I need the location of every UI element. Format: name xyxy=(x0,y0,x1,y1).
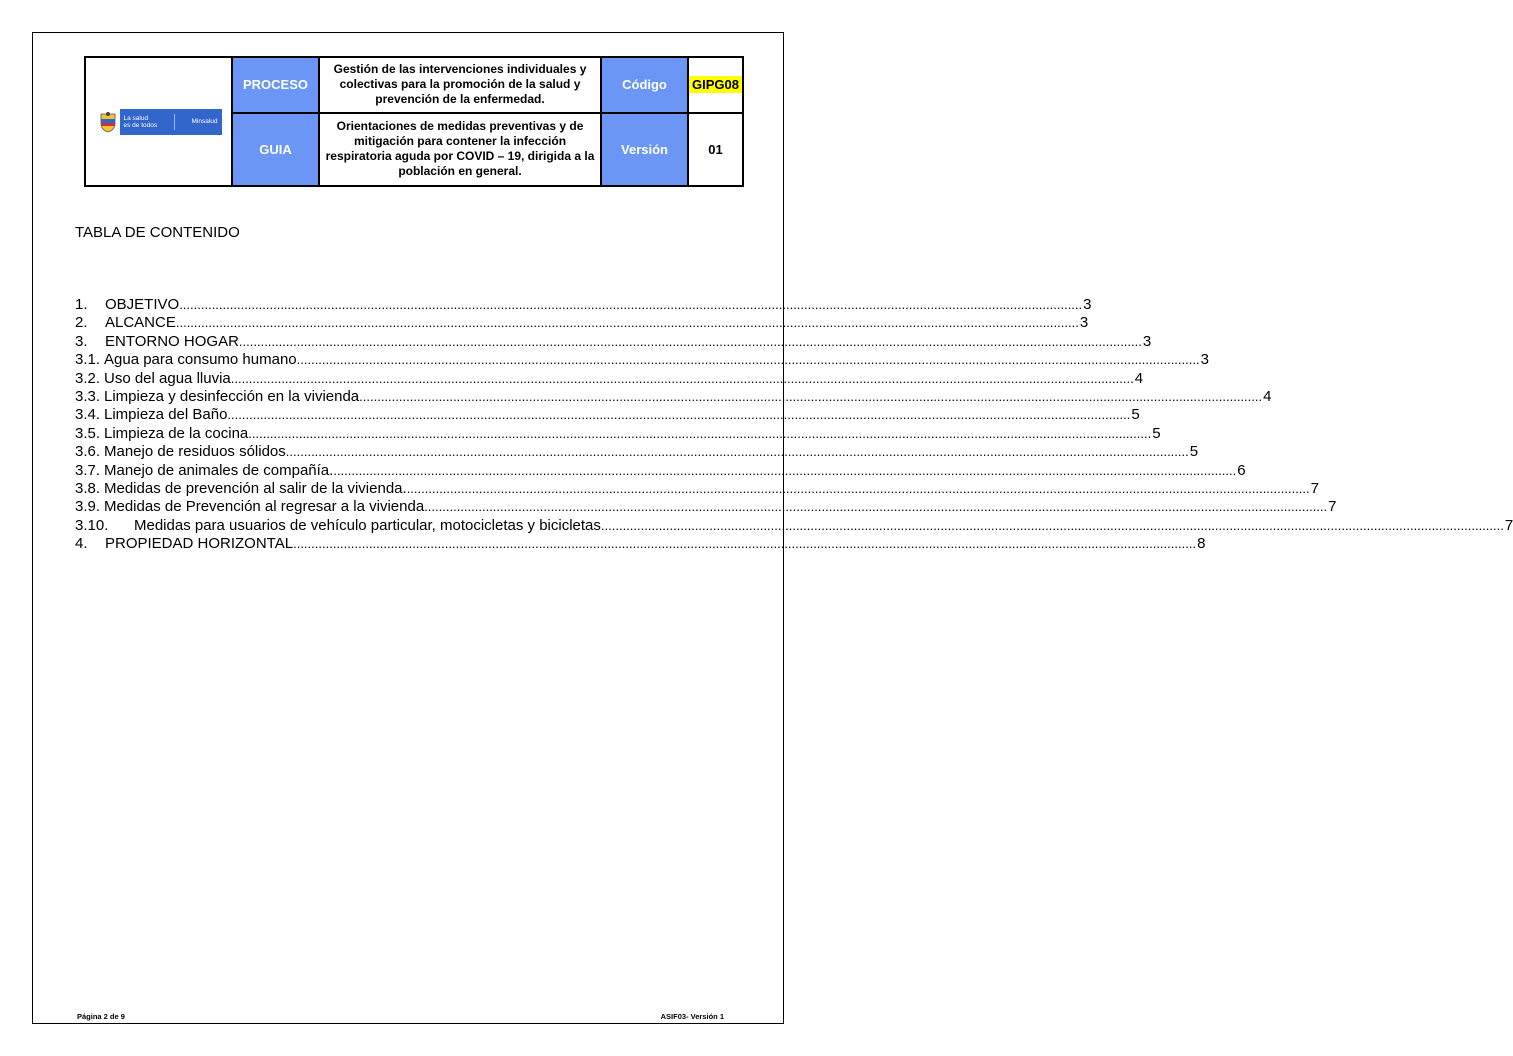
toc-entry-title: Uso del agua lluvia xyxy=(104,369,231,387)
guide-value: Orientaciones de medidas preventivas y de mitigación para contener la infección respiratoria aguda por COVID – 19, dirigida a la población en general. xyxy=(319,113,601,186)
logo-line2: es de todos xyxy=(123,121,158,129)
toc-entry-number: 3.10. xyxy=(75,516,109,534)
code-label: Código xyxy=(601,57,688,113)
toc-entry-leader: .......................................................................................................................................................................................................................................................... xyxy=(227,407,1131,423)
toc-entry-title: ALCANCE xyxy=(105,314,176,332)
toc-entry-number: 4. xyxy=(75,535,88,553)
toc-entry-number: 3.2. xyxy=(75,369,101,387)
toc-entry-leader: .......................................................................................................................................................................................................................................................... xyxy=(296,352,1200,368)
toc-entry-page: 8 xyxy=(1197,535,1206,553)
toc-entry-leader: .......................................................................................................................................................................................................................................................... xyxy=(424,499,1328,515)
toc-entry-leader: .......................................................................................................................................................................................................................................................... xyxy=(333,462,1237,478)
toc-entry-leader: .......................................................................................................................................................................................................................................................... xyxy=(359,388,1263,404)
toc-entry-page: 3 xyxy=(1079,314,1089,332)
toc-entry-leader: .......................................................................................................................................................................................................................................................... xyxy=(230,370,1134,386)
toc-entry-number: 3.5. xyxy=(75,424,101,442)
toc-entry[interactable] xyxy=(75,424,1161,443)
process-label: PROCESO xyxy=(232,57,319,113)
toc-entry[interactable] xyxy=(75,296,1092,314)
toc-entry-title: Medidas de Prevención al regresar a la vivienda xyxy=(104,498,425,516)
toc-entry[interactable] xyxy=(75,535,1206,553)
logo-separator xyxy=(174,114,175,130)
logo-line1: La salud xyxy=(123,114,149,122)
code-value-cell xyxy=(688,57,743,113)
toc-entry-leader: .......................................................................................................................................................................................................................................................... xyxy=(600,517,1504,533)
toc-entry-leader: .......................................................................................................................................................................................................................................................... xyxy=(238,333,1142,349)
toc-entry-title: OBJETIVO xyxy=(105,296,180,313)
toc-entry-page: 3 xyxy=(1200,351,1209,369)
toc-entry-number: 1. xyxy=(75,296,88,313)
toc-entry-title: Limpieza de la cocina xyxy=(104,424,249,442)
toc-entry-page: 7 xyxy=(1310,479,1319,497)
toc-entry-number: 3.9. xyxy=(75,498,101,516)
document-header-table xyxy=(84,56,744,187)
toc-entry-leader: .......................................................................................................................................................................................................................................................... xyxy=(248,425,1152,441)
toc-entry-page: 3 xyxy=(1083,296,1092,313)
toc-entry[interactable] xyxy=(75,498,1337,516)
coat-of-arms-icon xyxy=(96,109,120,135)
toc-entry-title: Manejo de residuos sólidos xyxy=(104,443,286,461)
toc-entry-page: 4 xyxy=(1134,369,1144,387)
toc-entry-leader: .......................................................................................................................................................................................................................................................... xyxy=(293,536,1197,552)
toc-entry-number: 3.7. xyxy=(75,461,101,479)
minsalud-logo xyxy=(96,108,222,136)
toc-entry-leader: .......................................................................................................................................................................................................................................................... xyxy=(179,297,1083,312)
logo-cell xyxy=(85,57,232,186)
toc-entry-page: 5 xyxy=(1152,424,1161,442)
toc-entry-title: Medidas para usuarios de vehículo particular, motocicletas y bicicletas xyxy=(134,516,601,534)
footer-page-number: Página 2 de 9 xyxy=(77,1012,125,1021)
toc-entry-number: 2. xyxy=(75,314,88,332)
toc-entry[interactable] xyxy=(75,516,1513,535)
toc-entry[interactable] xyxy=(75,387,1272,406)
guide-label: GUIA xyxy=(232,113,319,186)
footer-version: ASIF03- Versión 1 xyxy=(660,1012,724,1021)
toc-entry[interactable] xyxy=(75,351,1209,369)
toc-entry-number: 3. xyxy=(75,332,88,350)
toc-entry-page: 6 xyxy=(1237,461,1246,479)
version-label: Versión xyxy=(601,113,688,186)
toc-entry-number: 3.6. xyxy=(75,443,101,461)
toc-entry-title: Medidas de prevención al salir de la vivienda. xyxy=(104,479,407,497)
toc-entry-page: 3 xyxy=(1142,332,1152,350)
toc-entry[interactable] xyxy=(75,443,1199,461)
toc-entry-title: Limpieza del Baño xyxy=(104,406,228,424)
toc-entry-number: 3.4. xyxy=(75,406,101,424)
toc-entry[interactable] xyxy=(75,479,1319,498)
toc-entry-number: 3.1. xyxy=(75,351,101,369)
toc-entry-page: 4 xyxy=(1263,387,1272,405)
toc-entry-title: PROPIEDAD HORIZONTAL xyxy=(105,535,294,553)
toc-list xyxy=(75,296,1513,553)
toc-entry-page: 5 xyxy=(1189,443,1199,461)
logo-banner xyxy=(120,109,222,135)
toc-entry-page: 5 xyxy=(1131,406,1140,424)
toc-entry-leader: .......................................................................................................................................................................................................................................................... xyxy=(285,444,1189,460)
toc-entry-title: Agua para consumo humano xyxy=(104,351,297,369)
logo-brand: Minsalud xyxy=(191,118,218,125)
toc-entry-page: 7 xyxy=(1504,516,1513,534)
toc-entry-title: ENTORNO HOGAR xyxy=(105,332,239,350)
toc-title: TABLA DE CONTENIDO xyxy=(75,224,240,241)
toc-entry-number: 3.3. xyxy=(75,387,101,405)
toc-entry[interactable] xyxy=(75,369,1144,388)
toc-entry[interactable] xyxy=(75,332,1152,351)
toc-entry-leader: .......................................................................................................................................................................................................................................................... xyxy=(175,315,1079,331)
process-value: Gestión de las intervenciones individuales y colectivas para la promoción de la salud y prevención de la enfermedad. xyxy=(319,57,601,113)
toc-entry-page: 7 xyxy=(1328,498,1337,516)
toc-entry-number: 3.8. xyxy=(75,479,101,497)
toc-entry[interactable] xyxy=(75,406,1140,424)
code-value: GIPG08 xyxy=(689,76,742,93)
toc-entry[interactable] xyxy=(75,461,1246,480)
toc-entry-title: Manejo de animales de compañía. xyxy=(104,461,334,479)
version-value: 01 xyxy=(688,113,743,186)
toc-entry-title: Limpieza y desinfección en la vivienda xyxy=(104,387,360,405)
toc-entry[interactable] xyxy=(75,314,1089,332)
toc-entry-leader: .......................................................................................................................................................................................................................................................... xyxy=(406,480,1310,496)
